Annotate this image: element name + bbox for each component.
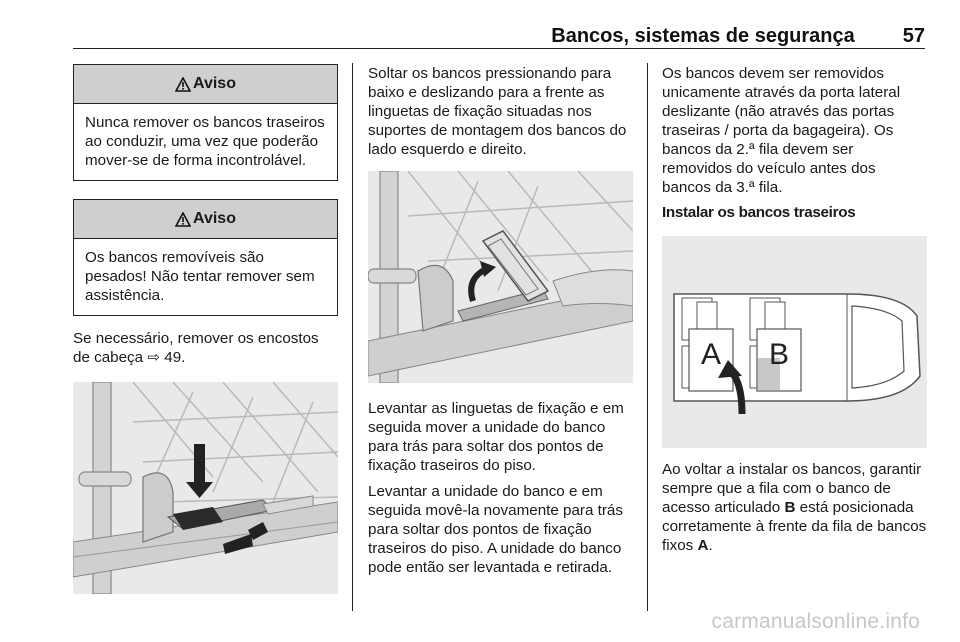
page-reference-arrow-icon: ⇨ xyxy=(147,349,161,366)
column-divider xyxy=(352,63,353,611)
subheading-install: Instalar os bancos traseiros xyxy=(662,204,856,221)
page-reference[interactable]: 49. xyxy=(164,349,186,366)
warning-text: Os bancos removíveis são pesados! Não tentar remover sem assistência. xyxy=(85,249,315,304)
diagram-label-a: A xyxy=(700,338,722,371)
warning-triangle-icon xyxy=(175,212,191,227)
warning-header xyxy=(74,200,337,239)
removal-paragraph: Os bancos devem ser removidos unicamente através da porta lateral deslizante (não através das portas traseiras / porta da bagageira). Os bancos da 2.ª fila devem ser removidos do veículo antes dos bancos da 3.ª fila. xyxy=(662,65,901,196)
remove-paragraph: Levantar a unidade do banco e em seguida movê-la novamente para trás para soltar dos pontos de fixação traseiros do piso. A unidade do banco pode então ser levantada e retirada. xyxy=(368,483,623,576)
lift-paragraph: Levantar as linguetas de fixação e em seguida mover a unidade do banco para trás para soltar dos pontos de fixação traseiros do piso. xyxy=(368,400,624,474)
diagram-label-b: B xyxy=(768,338,790,371)
page-number: 57 xyxy=(902,25,925,47)
illustration-seat-latch-press xyxy=(73,382,338,594)
reinstall-paragraph: Ao voltar a instalar os bancos, garantir sempre que a fila com o banco de acesso articulado B está posicionada corretamente à frente da fila de bancos fixos A. xyxy=(662,461,927,554)
headrest-text: Se necessário, remover os encostos de cabeça xyxy=(73,330,319,366)
warning-box xyxy=(73,64,338,181)
warning-header xyxy=(74,65,337,104)
release-paragraph: Soltar os bancos pressionando para baixo e deslizando para a frente as linguetas de fixação situadas nos suportes de montagem dos bancos do lado esquerdo e direito. xyxy=(368,65,627,158)
section-title: Bancos, sistemas de segurança xyxy=(551,25,855,47)
warning-title: Aviso xyxy=(193,75,236,92)
headrest-paragraph xyxy=(73,329,338,367)
column-3 xyxy=(662,64,927,555)
header-rule xyxy=(73,48,925,49)
column-2 xyxy=(368,64,633,577)
warning-title: Aviso xyxy=(193,210,236,227)
warning-triangle-icon xyxy=(175,77,191,92)
column-divider xyxy=(647,63,648,611)
diagram-seat-rows xyxy=(662,236,927,448)
illustration-latch-lift xyxy=(368,171,633,383)
column-1 xyxy=(73,64,338,594)
warning-text: Nunca remover os bancos traseiros ao conduzir, uma vez que poderão mover-se de forma incontrolável. xyxy=(85,114,325,169)
warning-box xyxy=(73,199,338,316)
page-header xyxy=(73,22,925,48)
watermark: carmanualsonline.info xyxy=(711,610,920,633)
